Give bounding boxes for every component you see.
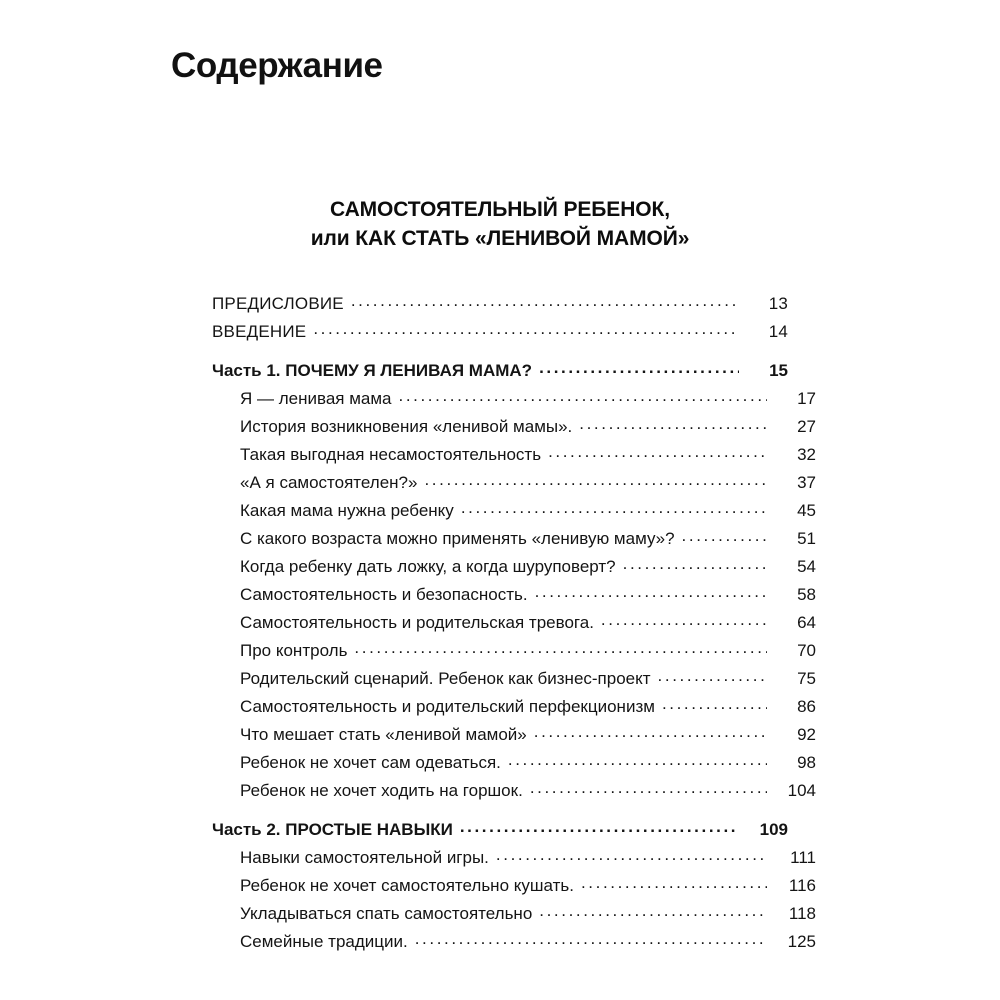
toc-entry-label: Часть 1. ПОЧЕМУ Я ЛЕНИВАЯ МАМА? <box>212 361 533 380</box>
toc-entry[interactable] <box>212 751 816 779</box>
toc-entry-page-number: 58 <box>797 585 816 604</box>
toc-entry-label: С какого возраста можно применять «ленивую маму»? <box>240 529 675 548</box>
toc-entry-page-number: 116 <box>788 876 816 895</box>
toc-entry-page-number: 64 <box>797 613 816 632</box>
toc-entry-label: Навыки самостоятельной игры. <box>240 848 489 867</box>
toc-entry-page-number: 104 <box>787 781 816 800</box>
toc-entry-page-number: 98 <box>797 753 816 772</box>
toc-entry-label: История возникновения «ленивой мамы». <box>240 417 573 436</box>
toc-entry-page-number: 86 <box>797 697 816 716</box>
dot-leader <box>508 751 767 768</box>
toc-entry[interactable] <box>212 695 816 723</box>
dot-leader <box>415 930 767 947</box>
toc-entry[interactable] <box>212 555 816 583</box>
toc-entry-label: Я — ленивая мама <box>240 389 392 408</box>
toc-entry[interactable] <box>212 415 816 443</box>
toc-entry[interactable] <box>212 818 788 846</box>
toc-entry-label: Семейные традиции. <box>240 932 408 951</box>
dot-leader <box>461 499 767 516</box>
toc-entry[interactable] <box>212 359 788 387</box>
book-subtitle-line-1: САМОСТОЯТЕЛЬНЫЙ РЕБЕНОК, <box>330 198 670 221</box>
toc-entry[interactable] <box>212 583 816 611</box>
toc-entry[interactable] <box>212 667 816 695</box>
toc-entry[interactable] <box>212 387 816 415</box>
toc-entry-page-number: 32 <box>797 445 816 464</box>
toc-entry-label: ВВЕДЕНИЕ <box>212 322 307 341</box>
dot-leader <box>534 723 767 740</box>
dot-leader <box>351 292 739 309</box>
toc-entry[interactable] <box>212 499 816 527</box>
dot-leader <box>424 471 767 488</box>
toc-entry-label: Какая мама нужна ребенку <box>240 501 454 520</box>
toc-entry-label: Ребенок не хочет самостоятельно кушать. <box>240 876 574 895</box>
toc-entry-label: Такая выгодная несамостоятельность <box>240 445 542 464</box>
toc-entry-label: «А я самостоятелен?» <box>240 473 418 492</box>
dot-leader <box>601 611 767 628</box>
toc-entry[interactable] <box>212 874 816 902</box>
toc-entry[interactable] <box>212 779 816 807</box>
toc-entry-page-number: 54 <box>797 557 816 576</box>
toc-entry-page-number: 92 <box>797 725 816 744</box>
dot-leader <box>662 695 767 712</box>
dot-leader <box>539 902 767 919</box>
toc-entry-label: Что мешает стать «ленивой мамой» <box>240 725 527 744</box>
dot-leader <box>496 846 767 863</box>
toc-entry-page-number: 27 <box>797 417 816 436</box>
book-subtitle <box>0 196 1000 254</box>
toc-entry-label: Самостоятельность и родительская тревога. <box>240 613 594 632</box>
toc-entry-label: Когда ребенку дать ложку, а когда шуруповерт? <box>240 557 616 576</box>
dot-leader <box>530 779 767 796</box>
toc-entry[interactable] <box>212 527 816 555</box>
toc-entry-label: Часть 2. ПРОСТЫЕ НАВЫКИ <box>212 820 453 839</box>
toc-entry-page-number: 13 <box>768 294 788 313</box>
toc-entry-page-number: 125 <box>787 932 816 951</box>
toc-entry[interactable] <box>212 723 816 751</box>
toc-entry[interactable] <box>212 846 816 874</box>
toc-entry[interactable] <box>212 611 816 639</box>
page-title: Содержание <box>171 46 383 86</box>
toc-entry[interactable] <box>212 443 816 471</box>
dot-leader <box>548 443 767 460</box>
toc-entry-page-number: 70 <box>797 641 816 660</box>
toc-entry-label: Про контроль <box>240 641 348 660</box>
dot-leader <box>658 667 767 684</box>
toc-entry-page-number: 17 <box>797 389 816 408</box>
toc-entry[interactable] <box>212 292 788 320</box>
toc-entry-list <box>212 292 816 958</box>
toc-entry-page-number: 75 <box>797 669 816 688</box>
toc-entry-page-number: 14 <box>768 322 788 341</box>
toc-entry-label: Родительский сценарий. Ребенок как бизнес-проект <box>240 669 651 688</box>
dot-leader <box>581 874 767 891</box>
dot-leader <box>313 320 739 337</box>
toc-entry-label: Самостоятельность и родительский перфекционизм <box>240 697 655 716</box>
toc-entry[interactable] <box>212 930 816 958</box>
toc-entry-page-number: 109 <box>759 820 788 839</box>
dot-leader <box>354 639 767 656</box>
toc-entry[interactable] <box>212 320 788 348</box>
toc-entry-page-number: 37 <box>797 473 816 492</box>
dot-leader <box>535 583 767 600</box>
toc-entry-page-number: 111 <box>790 848 816 867</box>
dot-leader <box>682 527 767 544</box>
book-subtitle-line-2: или КАК СТАТЬ «ЛЕНИВОЙ МАМОЙ» <box>310 226 690 250</box>
toc-entry-label: ПРЕДИСЛОВИЕ <box>212 294 344 313</box>
toc-entry-page-number: 118 <box>788 904 816 923</box>
toc-entry[interactable] <box>212 639 816 667</box>
toc-entry-label: Ребенок не хочет ходить на горшок. <box>240 781 523 800</box>
toc-entry-page-number: 51 <box>797 529 816 548</box>
toc-entry-label: Укладываться спать самостоятельно <box>240 904 533 923</box>
dot-leader <box>623 555 767 572</box>
dot-leader <box>579 415 767 432</box>
dot-leader <box>539 359 739 376</box>
toc-entry[interactable] <box>212 471 816 499</box>
toc-entry[interactable] <box>212 902 816 930</box>
toc-entry-page-number: 15 <box>769 361 788 380</box>
toc-entry-label: Ребенок не хочет сам одеваться. <box>240 753 501 772</box>
dot-leader <box>460 818 739 835</box>
toc-entry-label: Самостоятельность и безопасность. <box>240 585 528 604</box>
toc-entry-page-number: 45 <box>797 501 816 520</box>
dot-leader <box>399 387 768 404</box>
